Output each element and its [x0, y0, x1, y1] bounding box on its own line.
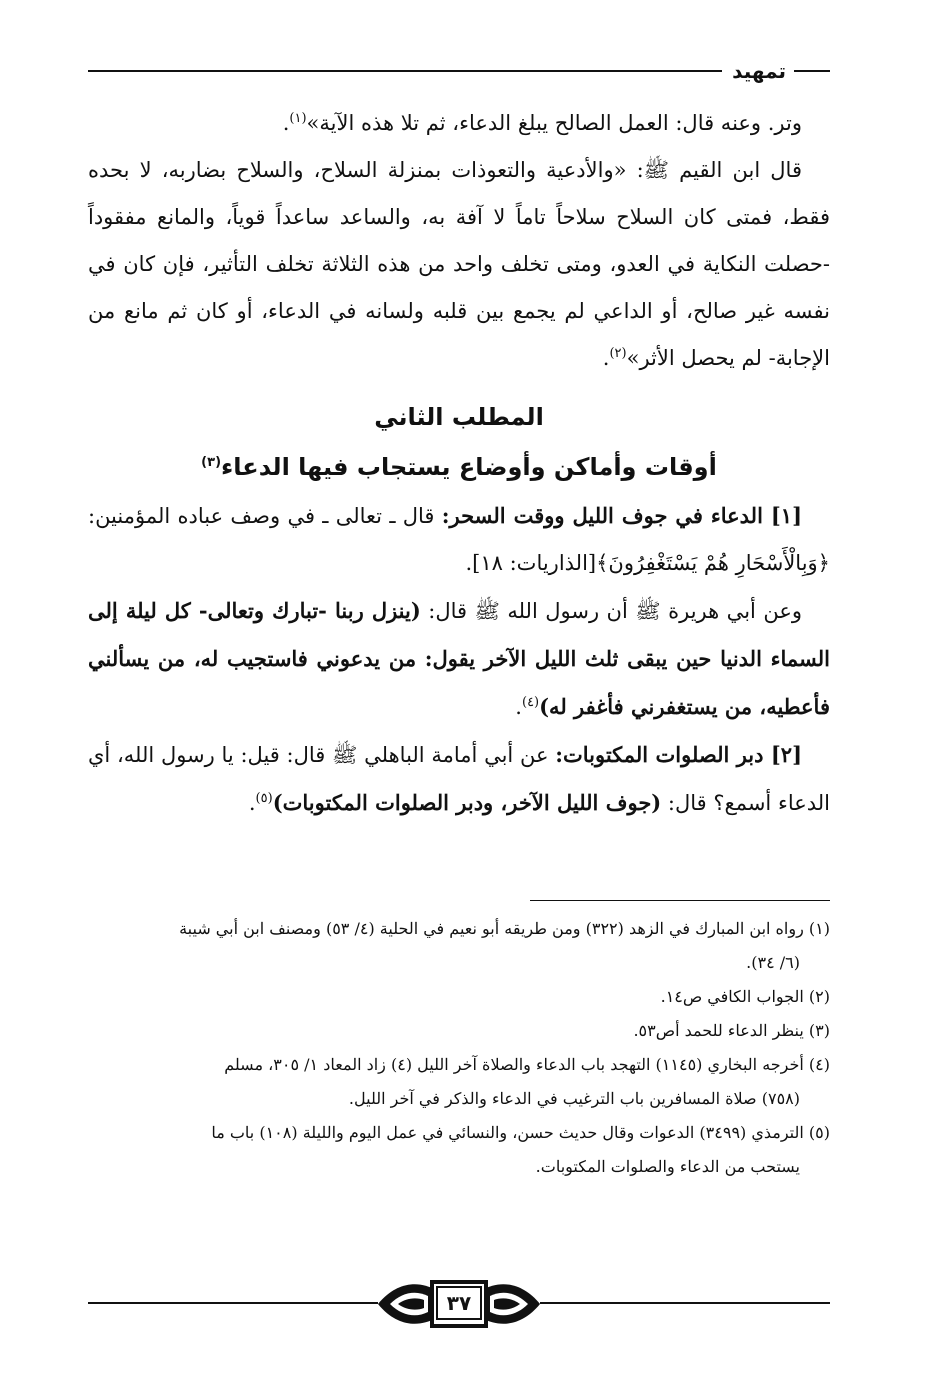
hadith-1 [88, 587, 830, 731]
hadith-1-intro: وعن أبي هريرة ﷺ أن رسول الله ﷺ قال: [420, 599, 802, 623]
footer-rule-right [540, 1302, 830, 1304]
footnote-1-line-2: (٦/ ٣٤). [746, 953, 800, 972]
paragraph-2-end: . [602, 346, 610, 370]
hadith-1-end: . [515, 695, 522, 719]
page-footer [88, 1276, 830, 1332]
footnote-1-line-1: (١) رواه ابن المبارك في الزهد (٣٢٢) ومن طريقه أبو نعيم في الحلية (٤/ ٥٣) ومصنف ابن أبي شيبة [179, 919, 830, 938]
item-2-label: [٢] دبر الصلوات المكتوبات: [555, 742, 803, 767]
footnote-separator [530, 900, 830, 901]
section-subtitle-text: أوقات وأماكن وأوضاع يستجاب فيها الدعاء [221, 453, 717, 481]
header-dash [794, 70, 830, 72]
footnote-4-line-2: (٧٥٨) صلاة المسافرين باب الترغيب في الدعاء والذكر في آخر الليل. [348, 1089, 800, 1108]
running-header [88, 56, 830, 86]
section-title: المطلب الثاني [374, 403, 544, 431]
footnote-3: (٣) ينظر الدعاء للحمد أص٥٣. [633, 1021, 830, 1040]
paragraph-1 [88, 100, 830, 147]
section-subtitle [88, 442, 830, 492]
body-text [88, 100, 830, 827]
item-1-text: قال ـ تعالى ـ في وصف عباده المؤمنين: ﴿وَبِالْأَسْحَارِ هُمْ يَسْتَغْفِرُونَ﴾[الذاريات: ١٨]. [88, 504, 830, 575]
hadith-1-text: (ينزل ربنا -تبارك وتعالى- كل ليلة إلى السماء الدنيا حين يبقى ثلث الليل الآخر يقول: من يدعوني فاستجيب له، من يسألني فأعطيه، من يستغفرني فأغفر له) [88, 598, 830, 719]
footnote-5-line-2: يستحب من الدعاء والصلوات المكتوبات. [535, 1157, 800, 1176]
header-rule [88, 70, 722, 72]
footnote-ref-3: (٣) [201, 455, 222, 470]
paragraph-1-end: . [282, 111, 290, 135]
paragraph-1-text: وتر. وعنه قال: العمل الصالح يبلغ الدعاء، ثم تلا هذه الآية» [306, 111, 802, 135]
item-2-quote: (جوف الليل الآخر، ودبر الصلوات المكتوبات) [272, 790, 662, 815]
item-1 [88, 492, 830, 587]
item-2-text: عن أبي أمامة الباهلي ﷺ قال: قيل: يا رسول الله، أي الدعاء أسمع؟ قال: [88, 743, 830, 815]
footnote-4-line-1: (٤) أخرجه البخاري (١١٤٥) التهجد باب الدعاء والصلاة آخر الليل (٤) زاد المعاد ١/ ٣٠٥، مسلم [224, 1055, 830, 1074]
footnote-ref-5: (٥) [255, 791, 273, 806]
footnote-2: (٢) الجواب الكافي ص١٤. [660, 987, 830, 1006]
item-1-label: [١] الدعاء في جوف الليل ووقت السحر: [441, 503, 802, 528]
page-number: ٣٧ [436, 1286, 482, 1320]
footnote-5-line-1: (٥) الترمذي (٣٤٩٩) الدعوات وقال حديث حسن، والنسائي في عمل اليوم والليلة (١٠٨) باب ما [211, 1123, 830, 1142]
footnote-ref-4: (٤) [521, 695, 540, 710]
footnote-ref-2: (٢) [609, 346, 627, 361]
footer-rule-left [88, 1302, 378, 1304]
item-2 [88, 731, 830, 827]
paragraph-2-text: قال ابن القيم ﷺ: «والأدعية والتعوذات بمنزلة السلاح، والسلاح بضاربه، لا بحده فقط، فمتى كان السلاح سلاحاً تاماً لا آفة به، والساعد ساعداً قوياً، والمانع مفقوداً -حصلت النكاية في العدو، ومتى تخلف واحد من هذه الثلاثة تخلف التأثير، فإن كان في نفسه غير صالح، أو الداعي لم يجمع بين قلبه ولسانه في الدعاء، أو كان ثم مانع من الإجابة- لم يحصل الأثر» [88, 158, 830, 370]
paragraph-2 [88, 147, 830, 382]
running-header-title: تمهيد [732, 59, 786, 83]
footnote-ref-1: (١) [289, 111, 307, 126]
footnotes [88, 912, 830, 1184]
item-2-end: . [248, 791, 256, 815]
